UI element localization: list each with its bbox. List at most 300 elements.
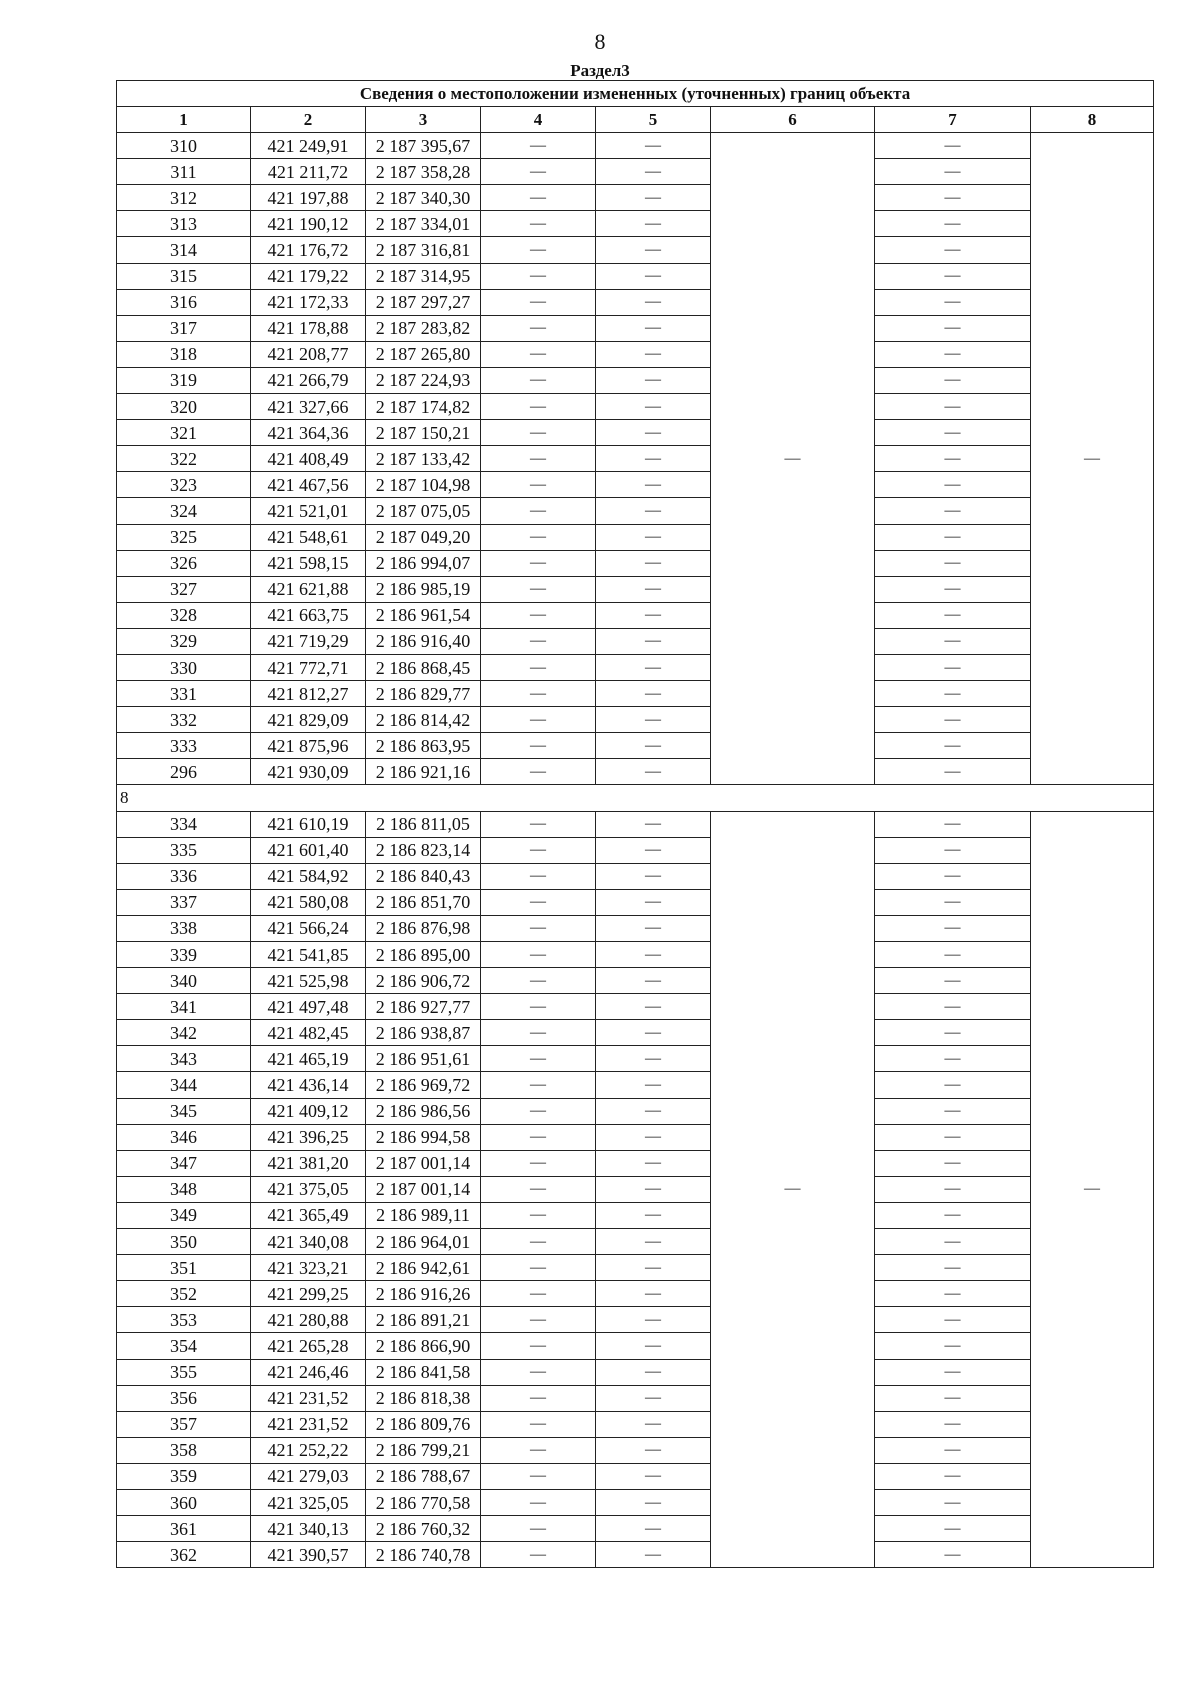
point-number: 334 (117, 811, 251, 837)
table-row (117, 1385, 1154, 1411)
col7-dash: — (875, 1202, 1031, 1228)
col4-dash: — (481, 1046, 596, 1072)
col7-dash: — (875, 707, 1031, 733)
section-title: Раздел3 (570, 61, 630, 80)
col5-dash: — (596, 733, 711, 759)
col4-dash: — (481, 394, 596, 420)
col5-dash: — (596, 1124, 711, 1150)
col4-dash: — (481, 1072, 596, 1098)
coord-x: 421 525,98 (251, 968, 366, 994)
table-row (117, 602, 1154, 628)
coord-x: 421 467,56 (251, 472, 366, 498)
col5-dash: — (596, 472, 711, 498)
col5-dash: — (596, 1333, 711, 1359)
col7-dash: — (875, 1385, 1031, 1411)
col4-dash: — (481, 211, 596, 237)
coord-x: 421 190,12 (251, 211, 366, 237)
table-row (117, 837, 1154, 863)
coord-x: 421 280,88 (251, 1307, 366, 1333)
col4-dash: — (481, 185, 596, 211)
coord-y: 2 186 876,98 (366, 915, 481, 941)
coord-x: 421 364,36 (251, 420, 366, 446)
col4-dash: — (481, 837, 596, 863)
coord-x: 421 521,01 (251, 498, 366, 524)
col5-dash: — (596, 1202, 711, 1228)
table-row (117, 341, 1154, 367)
coord-x: 421 176,72 (251, 237, 366, 263)
point-number: 339 (117, 942, 251, 968)
coord-x: 421 396,25 (251, 1124, 366, 1150)
table-row (117, 1124, 1154, 1150)
col4-dash: — (481, 602, 596, 628)
col7-dash: — (875, 1229, 1031, 1255)
table-row (117, 263, 1154, 289)
col7-dash: — (875, 889, 1031, 915)
col7-dash: — (875, 1046, 1031, 1072)
table-row (117, 1046, 1154, 1072)
col7-dash: — (875, 654, 1031, 680)
coord-y: 2 187 001,14 (366, 1176, 481, 1202)
col7-dash: — (875, 837, 1031, 863)
coord-y: 2 186 951,61 (366, 1046, 481, 1072)
coord-x: 421 172,33 (251, 289, 366, 315)
table-row (117, 576, 1154, 602)
col7-dash: — (875, 1489, 1031, 1515)
col4-dash: — (481, 1176, 596, 1202)
col4-dash: — (481, 133, 596, 159)
col5-dash: — (596, 707, 711, 733)
coord-y: 2 187 049,20 (366, 524, 481, 550)
coord-x: 421 231,52 (251, 1411, 366, 1437)
coord-x: 421 875,96 (251, 733, 366, 759)
coord-y: 2 186 868,45 (366, 654, 481, 680)
coord-x: 421 610,19 (251, 811, 366, 837)
point-number: 340 (117, 968, 251, 994)
col4-dash: — (481, 681, 596, 707)
coord-x: 421 497,48 (251, 994, 366, 1020)
coord-x: 421 930,09 (251, 759, 366, 785)
col5-dash: — (596, 889, 711, 915)
col7-dash: — (875, 811, 1031, 837)
coord-y: 2 187 001,14 (366, 1150, 481, 1176)
coord-y: 2 186 770,58 (366, 1489, 481, 1515)
col7-dash: — (875, 1072, 1031, 1098)
col7-dash: — (875, 1150, 1031, 1176)
col5-dash: — (596, 263, 711, 289)
table-row (117, 420, 1154, 446)
table-row (117, 707, 1154, 733)
col6-merged-dash: — (711, 133, 875, 785)
coord-x: 421 584,92 (251, 863, 366, 889)
coord-x: 421 772,71 (251, 654, 366, 680)
coord-y: 2 186 961,54 (366, 602, 481, 628)
point-number: 350 (117, 1229, 251, 1255)
coord-y: 2 187 334,01 (366, 211, 481, 237)
col5-dash: — (596, 185, 711, 211)
point-number: 345 (117, 1098, 251, 1124)
point-number: 348 (117, 1176, 251, 1202)
point-number: 352 (117, 1281, 251, 1307)
coord-y: 2 187 316,81 (366, 237, 481, 263)
coord-y: 2 186 799,21 (366, 1437, 481, 1463)
coord-y: 2 186 829,77 (366, 681, 481, 707)
coord-y: 2 187 174,82 (366, 394, 481, 420)
col4-dash: — (481, 968, 596, 994)
col7-dash: — (875, 289, 1031, 315)
coord-x: 421 580,08 (251, 889, 366, 915)
coord-y: 2 186 895,00 (366, 942, 481, 968)
point-number: 362 (117, 1542, 251, 1568)
coord-x: 421 598,15 (251, 550, 366, 576)
coord-x: 421 197,88 (251, 185, 366, 211)
point-number: 319 (117, 367, 251, 393)
col5-dash: — (596, 1489, 711, 1515)
col4-dash: — (481, 472, 596, 498)
col4-dash: — (481, 1333, 596, 1359)
coord-x: 421 340,13 (251, 1516, 366, 1542)
col7-dash: — (875, 994, 1031, 1020)
point-number: 347 (117, 1150, 251, 1176)
table-row (117, 1463, 1154, 1489)
column-header: 8 (1031, 107, 1154, 133)
col7-dash: — (875, 341, 1031, 367)
point-number: 296 (117, 759, 251, 785)
col4-dash: — (481, 1098, 596, 1124)
col7-dash: — (875, 759, 1031, 785)
col5-dash: — (596, 837, 711, 863)
coord-x: 421 409,12 (251, 1098, 366, 1124)
col4-dash: — (481, 889, 596, 915)
coord-y: 2 186 994,07 (366, 550, 481, 576)
point-number: 313 (117, 211, 251, 237)
col7-dash: — (875, 1255, 1031, 1281)
col4-dash: — (481, 1124, 596, 1150)
col4-dash: — (481, 994, 596, 1020)
table-row (117, 472, 1154, 498)
table-caption: Сведения о местоположении измененных (уточненных) границ объекта (117, 81, 1154, 107)
point-number: 360 (117, 1489, 251, 1515)
coord-x: 421 299,25 (251, 1281, 366, 1307)
col5-dash: — (596, 1150, 711, 1176)
col4-dash: — (481, 446, 596, 472)
col4-dash: — (481, 942, 596, 968)
coord-x: 421 179,22 (251, 263, 366, 289)
col4-dash: — (481, 1020, 596, 1046)
col5-dash: — (596, 1255, 711, 1281)
coord-x: 421 246,46 (251, 1359, 366, 1385)
coord-y: 2 187 340,30 (366, 185, 481, 211)
col5-dash: — (596, 1281, 711, 1307)
table-row (117, 133, 1154, 159)
col4-dash: — (481, 1202, 596, 1228)
coord-y: 2 186 811,05 (366, 811, 481, 837)
col7-dash: — (875, 968, 1031, 994)
coord-y: 2 186 994,58 (366, 1124, 481, 1150)
coord-x: 421 231,52 (251, 1385, 366, 1411)
coord-y: 2 187 104,98 (366, 472, 481, 498)
table-row (117, 1359, 1154, 1385)
table-row (117, 289, 1154, 315)
col5-dash: — (596, 968, 711, 994)
coord-y: 2 186 823,14 (366, 837, 481, 863)
coord-y: 2 186 927,77 (366, 994, 481, 1020)
coord-x: 421 408,49 (251, 446, 366, 472)
coord-y: 2 187 297,27 (366, 289, 481, 315)
coord-x: 421 436,14 (251, 1072, 366, 1098)
col7-dash: — (875, 524, 1031, 550)
col7-dash: — (875, 628, 1031, 654)
point-number: 321 (117, 420, 251, 446)
col5-dash: — (596, 1229, 711, 1255)
coord-x: 421 340,08 (251, 1229, 366, 1255)
col7-dash: — (875, 576, 1031, 602)
col5-dash: — (596, 1020, 711, 1046)
coord-y: 2 186 916,26 (366, 1281, 481, 1307)
point-number: 318 (117, 341, 251, 367)
coord-x: 421 390,57 (251, 1542, 366, 1568)
coord-y: 2 187 224,93 (366, 367, 481, 393)
coord-x: 421 327,66 (251, 394, 366, 420)
col4-dash: — (481, 498, 596, 524)
coord-x: 421 252,22 (251, 1437, 366, 1463)
table-row (117, 1333, 1154, 1359)
table-row (117, 1307, 1154, 1333)
point-number: 337 (117, 889, 251, 915)
table-row (117, 1437, 1154, 1463)
point-number: 310 (117, 133, 251, 159)
coord-y: 2 186 938,87 (366, 1020, 481, 1046)
column-header: 4 (481, 107, 596, 133)
coord-x: 421 465,19 (251, 1046, 366, 1072)
col5-dash: — (596, 341, 711, 367)
col4-dash: — (481, 628, 596, 654)
coord-x: 421 601,40 (251, 837, 366, 863)
col4-dash: — (481, 1516, 596, 1542)
coord-y: 2 186 863,95 (366, 733, 481, 759)
coord-y: 2 186 942,61 (366, 1255, 481, 1281)
col4-dash: — (481, 654, 596, 680)
point-number: 326 (117, 550, 251, 576)
col7-dash: — (875, 420, 1031, 446)
table-row (117, 1281, 1154, 1307)
point-number: 351 (117, 1255, 251, 1281)
col5-dash: — (596, 863, 711, 889)
coord-x: 421 279,03 (251, 1463, 366, 1489)
col7-dash: — (875, 1463, 1031, 1489)
col7-dash: — (875, 915, 1031, 941)
col5-dash: — (596, 394, 711, 420)
group-label: 8 (117, 785, 1154, 811)
col7-dash: — (875, 211, 1031, 237)
coord-y: 2 186 866,90 (366, 1333, 481, 1359)
col7-dash: — (875, 550, 1031, 576)
table-row (117, 524, 1154, 550)
column-header: 6 (711, 107, 875, 133)
point-number: 320 (117, 394, 251, 420)
page-number: 8 (594, 29, 606, 54)
col7-dash: — (875, 315, 1031, 341)
table-row (117, 889, 1154, 915)
point-number: 333 (117, 733, 251, 759)
coord-y: 2 186 969,72 (366, 1072, 481, 1098)
coord-x: 421 719,29 (251, 628, 366, 654)
col4-dash: — (481, 1281, 596, 1307)
col4-dash: — (481, 1489, 596, 1515)
point-number: 315 (117, 263, 251, 289)
col7-dash: — (875, 472, 1031, 498)
col4-dash: — (481, 1385, 596, 1411)
table-row (117, 1202, 1154, 1228)
col4-dash: — (481, 1437, 596, 1463)
col7-dash: — (875, 1359, 1031, 1385)
table-row (117, 628, 1154, 654)
coord-x: 421 812,27 (251, 681, 366, 707)
col7-dash: — (875, 1307, 1031, 1333)
col4-dash: — (481, 915, 596, 941)
table-row (117, 733, 1154, 759)
col5-dash: — (596, 628, 711, 654)
col5-dash: — (596, 759, 711, 785)
point-number: 314 (117, 237, 251, 263)
col7-dash: — (875, 681, 1031, 707)
col5-dash: — (596, 1437, 711, 1463)
col4-dash: — (481, 1411, 596, 1437)
col7-dash: — (875, 602, 1031, 628)
col5-dash: — (596, 446, 711, 472)
point-number: 336 (117, 863, 251, 889)
table-row (117, 968, 1154, 994)
col5-dash: — (596, 1046, 711, 1072)
point-number: 341 (117, 994, 251, 1020)
coord-y: 2 186 788,67 (366, 1463, 481, 1489)
point-number: 322 (117, 446, 251, 472)
coord-x: 421 265,28 (251, 1333, 366, 1359)
col5-dash: — (596, 994, 711, 1020)
coord-x: 421 365,49 (251, 1202, 366, 1228)
coord-y: 2 186 851,70 (366, 889, 481, 915)
col5-dash: — (596, 524, 711, 550)
coord-y: 2 187 075,05 (366, 498, 481, 524)
point-number: 344 (117, 1072, 251, 1098)
point-number: 317 (117, 315, 251, 341)
col7-dash: — (875, 1333, 1031, 1359)
col4-dash: — (481, 1255, 596, 1281)
coord-y: 2 187 395,67 (366, 133, 481, 159)
group-label-row (117, 785, 1154, 811)
table-row (117, 185, 1154, 211)
col5-dash: — (596, 1359, 711, 1385)
point-number: 346 (117, 1124, 251, 1150)
table-row (117, 811, 1154, 837)
table-row (117, 159, 1154, 185)
point-number: 312 (117, 185, 251, 211)
coord-x: 421 208,77 (251, 341, 366, 367)
coord-y: 2 186 986,56 (366, 1098, 481, 1124)
col7-dash: — (875, 1437, 1031, 1463)
table-row (117, 498, 1154, 524)
table-row (117, 1516, 1154, 1542)
table-row (117, 681, 1154, 707)
col4-dash: — (481, 159, 596, 185)
point-number: 331 (117, 681, 251, 707)
col4-dash: — (481, 707, 596, 733)
point-number: 361 (117, 1516, 251, 1542)
coord-y: 2 186 891,21 (366, 1307, 481, 1333)
col8-merged-dash: — (1031, 811, 1154, 1568)
column-header: 3 (366, 107, 481, 133)
point-number: 338 (117, 915, 251, 941)
table-row (117, 1072, 1154, 1098)
coord-x: 421 381,20 (251, 1150, 366, 1176)
coord-x: 421 548,61 (251, 524, 366, 550)
col5-dash: — (596, 1463, 711, 1489)
table-row (117, 211, 1154, 237)
table-row (117, 1255, 1154, 1281)
col8-merged-dash: — (1031, 133, 1154, 785)
table-row (117, 654, 1154, 680)
coord-x: 421 566,24 (251, 915, 366, 941)
coord-x: 421 266,79 (251, 367, 366, 393)
col7-dash: — (875, 498, 1031, 524)
col4-dash: — (481, 1307, 596, 1333)
col4-dash: — (481, 576, 596, 602)
col7-dash: — (875, 1020, 1031, 1046)
coord-y: 2 186 985,19 (366, 576, 481, 602)
point-number: 324 (117, 498, 251, 524)
coord-y: 2 186 841,58 (366, 1359, 481, 1385)
point-number: 335 (117, 837, 251, 863)
point-number: 358 (117, 1437, 251, 1463)
col4-dash: — (481, 420, 596, 446)
point-number: 359 (117, 1463, 251, 1489)
table-row (117, 994, 1154, 1020)
col4-dash: — (481, 237, 596, 263)
col5-dash: — (596, 498, 711, 524)
table-row (117, 942, 1154, 968)
coord-y: 2 187 133,42 (366, 446, 481, 472)
coord-y: 2 187 150,21 (366, 420, 481, 446)
coord-y: 2 187 265,80 (366, 341, 481, 367)
coord-y: 2 186 906,72 (366, 968, 481, 994)
col4-dash: — (481, 341, 596, 367)
table-row (117, 367, 1154, 393)
col5-dash: — (596, 1516, 711, 1542)
col4-dash: — (481, 863, 596, 889)
coord-x: 421 482,45 (251, 1020, 366, 1046)
coord-x: 421 621,88 (251, 576, 366, 602)
table-row (117, 759, 1154, 785)
column-header: 5 (596, 107, 711, 133)
coord-y: 2 186 760,32 (366, 1516, 481, 1542)
col4-dash: — (481, 1542, 596, 1568)
coord-y: 2 186 814,42 (366, 707, 481, 733)
col4-dash: — (481, 1463, 596, 1489)
col7-dash: — (875, 133, 1031, 159)
coord-x: 421 249,91 (251, 133, 366, 159)
col7-dash: — (875, 237, 1031, 263)
col7-dash: — (875, 1516, 1031, 1542)
table-row (117, 1098, 1154, 1124)
point-number: 343 (117, 1046, 251, 1072)
col7-dash: — (875, 1098, 1031, 1124)
point-number: 356 (117, 1385, 251, 1411)
coord-x: 421 829,09 (251, 707, 366, 733)
coord-x: 421 663,75 (251, 602, 366, 628)
col5-dash: — (596, 237, 711, 263)
column-header-row (117, 107, 1154, 133)
col5-dash: — (596, 942, 711, 968)
col5-dash: — (596, 1385, 711, 1411)
